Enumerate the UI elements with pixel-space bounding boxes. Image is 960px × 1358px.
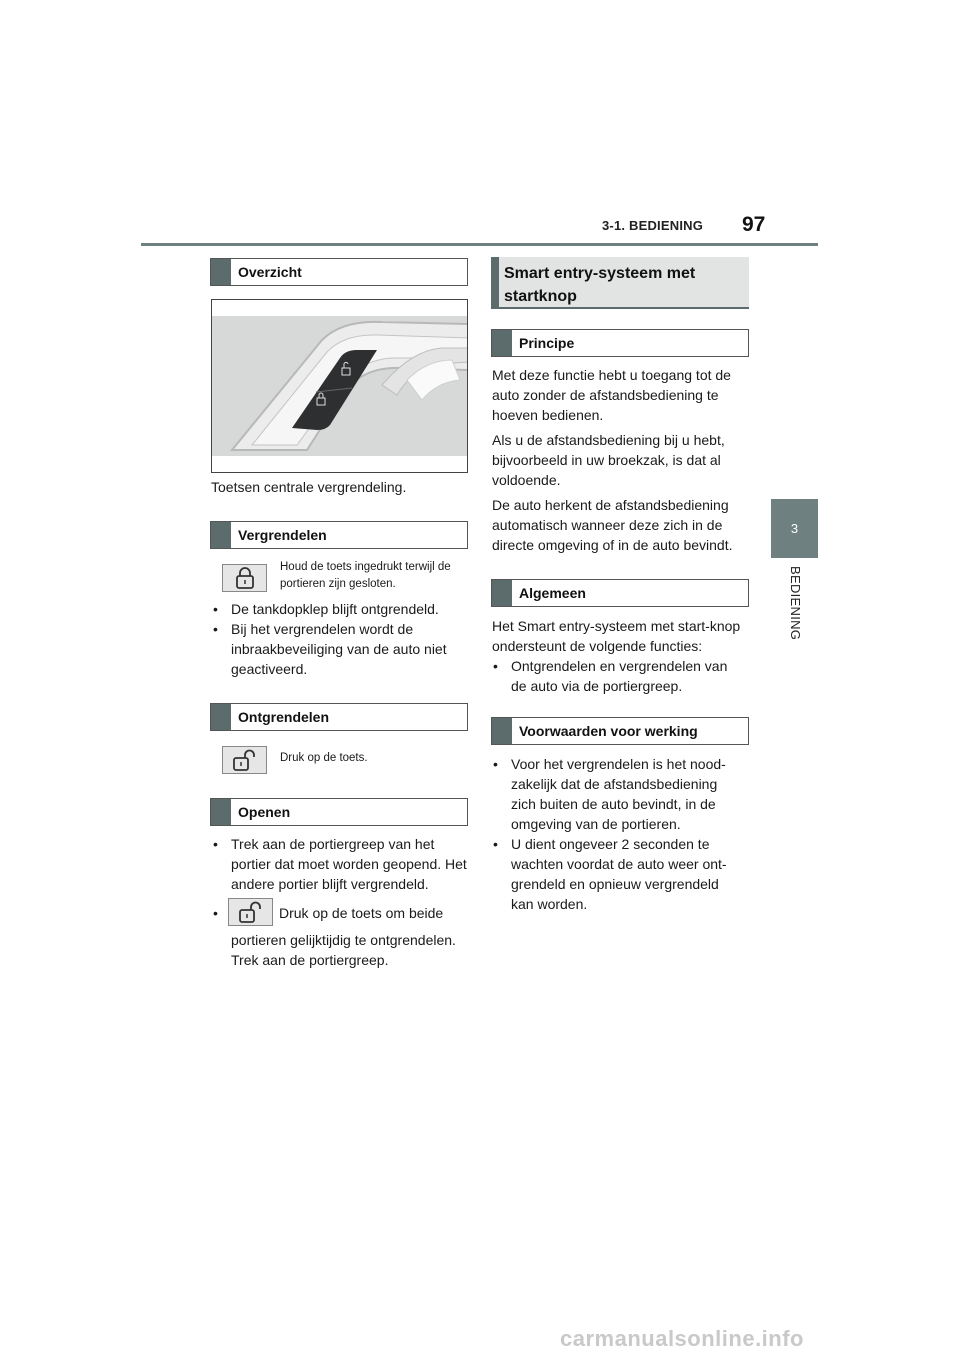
page-number: 97 [742, 213, 766, 236]
section-openen [210, 798, 468, 826]
section-title: Vergrendelen [238, 527, 327, 543]
main-title: Smart entry-systeem met startknop [504, 265, 696, 305]
lock-icon [235, 567, 255, 589]
section-title: Openen [238, 804, 291, 820]
unlock-icon [232, 749, 258, 771]
main-section-title [491, 257, 749, 309]
paragraph: De auto herkent de afstandsbediening automatisch wanneer deze zich in de directe omgeving of in de auto bevindt. [492, 497, 733, 553]
figure-caption: Toetsen centrale vergrendeling. [211, 479, 407, 495]
unlock-instruction: Druk op de toets. [280, 752, 368, 764]
lock-instruction: Houd de toets ingedrukt terwijl de portieren zijn gesloten. [280, 561, 451, 590]
header-divider [141, 243, 818, 246]
section-title: Voorwaarden voor werking [519, 723, 698, 739]
watermark: carmanualsonline.info [560, 1326, 804, 1351]
chapter-tab-label: BEDIENING [788, 566, 803, 641]
section-overzicht [210, 258, 468, 286]
section-title: Overzicht [238, 264, 302, 280]
section-title: Principe [519, 335, 575, 351]
chapter-heading: 3-1. BEDIENING [602, 218, 704, 233]
paragraph: Met deze functie hebt u toegang tot de auto zonder de afstandsbediening te hoeven bedienen. [492, 367, 731, 423]
inline-instruction: Druk op de toets om beide [279, 905, 444, 921]
unlock-button-inline[interactable] [228, 898, 273, 926]
unlock-icon [238, 901, 264, 923]
paragraph: Als u de afstandsbediening bij u hebt, bijvoorbeeld in uw broekzak, is dat al voldoende. [492, 432, 725, 488]
lock-button[interactable] [222, 564, 267, 592]
paragraph: Het Smart entry-systeem met start-knop ondersteunt de volgende functies: [492, 618, 741, 654]
section-voorwaarden [491, 717, 749, 745]
inline-instruction-continued: portieren gelijktijdig te ontgrendelen. Trek aan de portiergreep. [231, 932, 456, 968]
section-algemeen [491, 579, 749, 607]
section-vergrendelen [210, 521, 468, 549]
chapter-tab[interactable]: 3 [771, 499, 818, 558]
section-principe [491, 329, 749, 357]
unlock-button[interactable] [222, 746, 267, 774]
door-handle-illustration [211, 299, 468, 473]
section-ontgrendelen [210, 703, 468, 731]
section-title: Algemeen [519, 585, 586, 601]
section-title: Ontgrendelen [238, 709, 330, 725]
